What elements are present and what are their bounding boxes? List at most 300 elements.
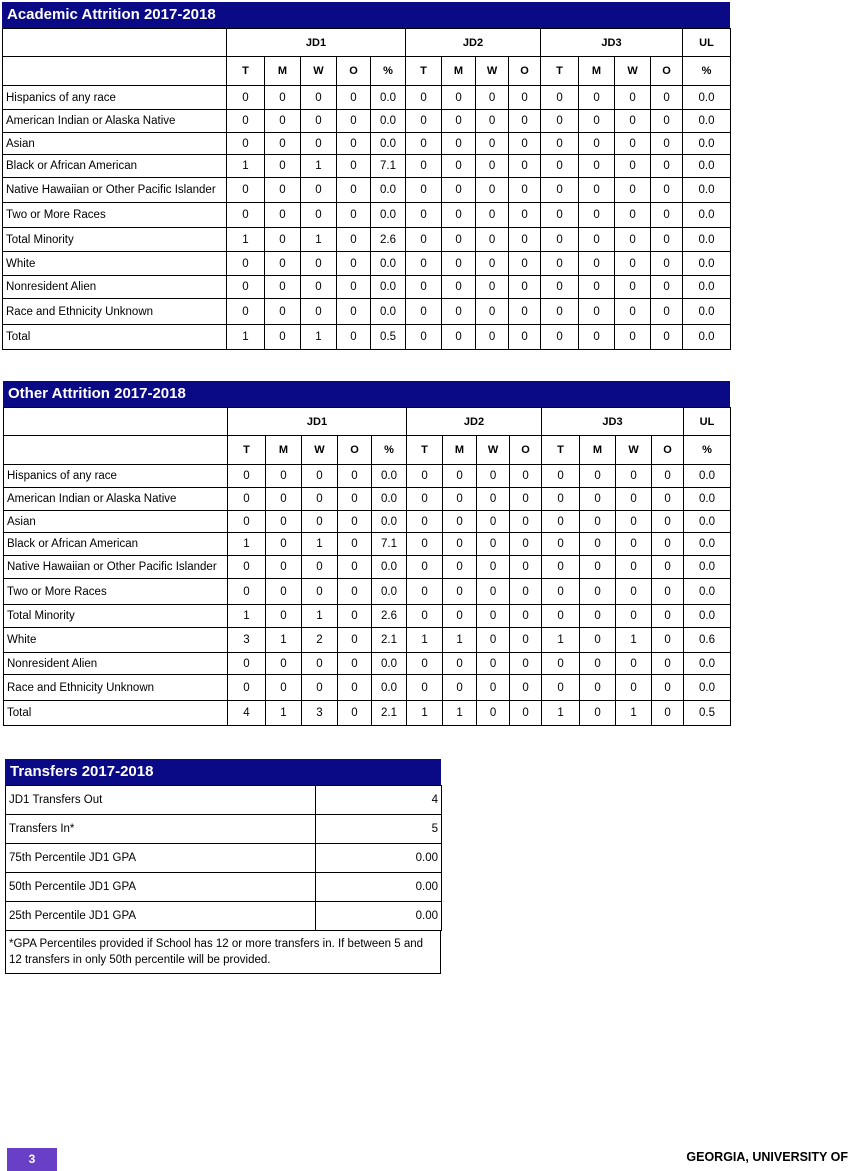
table-cell: 0	[265, 276, 301, 299]
table-cell: 0	[542, 465, 580, 488]
table-cell: 0	[407, 675, 443, 701]
row-label: Black or African American	[4, 533, 228, 556]
transfers-table	[5, 785, 442, 931]
table-cell: 0	[227, 86, 265, 110]
table-cell: 0	[476, 299, 509, 325]
table-cell: 0	[509, 86, 541, 110]
table-cell: 0	[616, 556, 652, 579]
table-cell: 1	[301, 228, 337, 252]
table-cell: 0	[510, 605, 542, 628]
table-cell: 0.0	[371, 299, 406, 325]
table-row	[4, 605, 731, 628]
table-cell: 0	[265, 133, 301, 155]
table-cell: 0	[509, 178, 541, 203]
column-header: %	[683, 57, 731, 86]
table-cell: 0	[580, 605, 616, 628]
table-row	[4, 556, 731, 579]
table-cell: 0	[476, 276, 509, 299]
table-cell: 0	[442, 228, 476, 252]
table-cell: 0	[476, 133, 509, 155]
table-row	[3, 133, 731, 155]
table-cell: 0	[442, 110, 476, 133]
column-header: M	[443, 436, 477, 465]
table-row	[6, 844, 442, 873]
table-cell: 0	[652, 579, 684, 605]
table-cell: 0.0	[683, 110, 731, 133]
table-cell: 0	[509, 110, 541, 133]
table-cell: 0	[265, 86, 301, 110]
row-label: Total	[3, 325, 227, 350]
table-cell: 0	[266, 675, 302, 701]
table-row	[4, 675, 731, 701]
table-cell: 0	[579, 299, 615, 325]
table-cell: 0	[652, 556, 684, 579]
table-cell: 0	[616, 488, 652, 511]
row-label: 75th Percentile JD1 GPA	[6, 844, 316, 873]
table-cell: 0	[509, 155, 541, 178]
table-row	[3, 299, 731, 325]
table-cell: 0	[266, 488, 302, 511]
table-cell: 0	[510, 701, 542, 726]
table-cell: 0	[338, 556, 372, 579]
table-cell: 1	[227, 325, 265, 350]
table-cell: 0	[265, 203, 301, 228]
column-header: W	[301, 57, 337, 86]
table-cell: 0	[442, 178, 476, 203]
table-cell: 0.0	[684, 533, 731, 556]
table-cell: 0	[580, 701, 616, 726]
table-cell: 0	[407, 605, 443, 628]
table-cell: 0	[337, 276, 371, 299]
table-cell: 2.1	[372, 701, 407, 726]
table-cell: 0	[265, 155, 301, 178]
table-cell: 0	[651, 252, 683, 276]
table-row	[6, 815, 442, 844]
school-name: GEORGIA, UNIVERSITY OF	[686, 1150, 848, 1164]
section-title: Other Attrition 2017-2018	[3, 381, 730, 407]
row-label: American Indian or Alaska Native	[4, 488, 228, 511]
table-cell: 2.1	[372, 628, 407, 653]
table-cell: 0	[227, 252, 265, 276]
table-cell: 0	[652, 701, 684, 726]
table-cell: 0	[406, 86, 442, 110]
table-cell: 0	[579, 86, 615, 110]
table-cell: 0	[443, 533, 477, 556]
column-header: M	[266, 436, 302, 465]
row-label: Native Hawaiian or Other Pacific Islander	[4, 556, 228, 579]
table-cell: 0	[476, 203, 509, 228]
group-header-row	[3, 29, 731, 57]
table-cell: 0	[509, 299, 541, 325]
table-cell: 0.0	[372, 579, 407, 605]
table-cell: 0	[406, 178, 442, 203]
group-header: UL	[683, 29, 731, 57]
table-cell: 0	[338, 628, 372, 653]
column-header: W	[302, 436, 338, 465]
table-cell: 0	[541, 155, 579, 178]
table-cell: 0	[651, 155, 683, 178]
row-label: Asian	[4, 511, 228, 533]
table-cell: 0.0	[684, 556, 731, 579]
table-cell: 0	[337, 203, 371, 228]
table-cell: 0	[509, 276, 541, 299]
table-cell: 1	[227, 228, 265, 252]
table-cell: 0	[542, 556, 580, 579]
table-cell: 0	[337, 325, 371, 350]
group-header: JD3	[541, 29, 683, 57]
table-row	[3, 252, 731, 276]
table-cell: 0	[579, 155, 615, 178]
table-cell: 0	[338, 488, 372, 511]
column-header: M	[580, 436, 616, 465]
row-label: 25th Percentile JD1 GPA	[6, 902, 316, 931]
table-row	[3, 228, 731, 252]
table-cell: 0	[266, 653, 302, 675]
table-cell: 0	[442, 325, 476, 350]
row-label: White	[4, 628, 228, 653]
table-cell: 0	[228, 653, 266, 675]
column-header: W	[476, 57, 509, 86]
table-cell: 0.6	[684, 628, 731, 653]
table-cell: 0	[651, 325, 683, 350]
table-cell: 0	[265, 252, 301, 276]
academic-attrition-section	[2, 2, 730, 350]
table-cell: 0	[265, 228, 301, 252]
attrition-table	[3, 407, 731, 726]
table-cell: 0	[407, 533, 443, 556]
table-cell: 0.0	[371, 133, 406, 155]
column-header: O	[338, 436, 372, 465]
table-cell: 1	[228, 533, 266, 556]
table-cell: 0	[510, 653, 542, 675]
table-row	[6, 902, 442, 931]
table-cell: 0	[442, 133, 476, 155]
table-cell: 0	[265, 178, 301, 203]
table-cell: 0	[580, 556, 616, 579]
group-header: JD1	[227, 29, 406, 57]
table-cell: 0	[580, 465, 616, 488]
table-cell: 0	[616, 605, 652, 628]
table-cell: 0	[542, 511, 580, 533]
table-cell: 0	[228, 511, 266, 533]
table-cell: 0	[443, 653, 477, 675]
table-row	[4, 465, 731, 488]
table-row	[4, 653, 731, 675]
column-header: M	[579, 57, 615, 86]
table-cell: 0.0	[684, 488, 731, 511]
table-cell: 0	[266, 511, 302, 533]
table-cell: 0	[227, 203, 265, 228]
table-cell: 0	[477, 465, 510, 488]
table-cell: 0	[443, 465, 477, 488]
table-cell: 0	[442, 203, 476, 228]
section-title: Transfers 2017-2018	[5, 759, 441, 785]
section-title: Academic Attrition 2017-2018	[2, 2, 730, 28]
column-header: T	[541, 57, 579, 86]
row-value: 4	[316, 786, 442, 815]
table-cell: 0	[651, 178, 683, 203]
table-cell: 0	[542, 533, 580, 556]
table-cell: 0	[443, 488, 477, 511]
table-cell: 1	[542, 701, 580, 726]
row-value: 0.00	[316, 873, 442, 902]
table-cell: 0	[337, 110, 371, 133]
table-cell: 0	[406, 155, 442, 178]
table-cell: 0	[510, 579, 542, 605]
table-cell: 0	[615, 203, 651, 228]
table-cell: 0	[651, 86, 683, 110]
column-header: %	[372, 436, 407, 465]
attrition-table	[2, 28, 731, 350]
table-cell: 0	[442, 252, 476, 276]
table-row	[6, 786, 442, 815]
table-row	[3, 155, 731, 178]
table-cell: 0	[302, 465, 338, 488]
table-cell: 0	[476, 155, 509, 178]
column-header: M	[442, 57, 476, 86]
row-label: Total	[4, 701, 228, 726]
table-cell: 0	[651, 276, 683, 299]
table-cell: 0	[477, 605, 510, 628]
table-cell: 0	[615, 86, 651, 110]
table-cell: 0	[510, 511, 542, 533]
table-cell: 0.0	[372, 465, 407, 488]
table-cell: 0	[652, 488, 684, 511]
table-cell: 0.0	[371, 110, 406, 133]
table-cell: 0.0	[372, 653, 407, 675]
table-cell: 1	[266, 628, 302, 653]
table-row	[3, 325, 731, 350]
table-cell: 0	[541, 86, 579, 110]
table-cell: 0	[652, 605, 684, 628]
table-cell: 0	[477, 628, 510, 653]
table-cell: 0	[301, 252, 337, 276]
column-header: O	[337, 57, 371, 86]
transfers-note: *GPA Percentiles provided if School has 12 or more transfers in. If between 5 and 12 transfers in only 50th percentile will be provided.	[5, 931, 441, 974]
table-cell: 0	[579, 133, 615, 155]
table-cell: 0	[301, 203, 337, 228]
row-label: Native Hawaiian or Other Pacific Islander	[3, 178, 227, 203]
table-cell: 0	[407, 465, 443, 488]
table-cell: 0	[265, 110, 301, 133]
table-cell: 0	[651, 299, 683, 325]
row-label: Total Minority	[4, 605, 228, 628]
table-cell: 0	[542, 579, 580, 605]
table-cell: 0	[509, 203, 541, 228]
table-cell: 0	[442, 299, 476, 325]
table-cell: 0	[477, 675, 510, 701]
table-cell: 1	[227, 155, 265, 178]
table-cell: 0	[443, 675, 477, 701]
table-cell: 0	[407, 653, 443, 675]
table-row	[3, 86, 731, 110]
table-cell: 0	[652, 533, 684, 556]
table-cell: 0	[265, 325, 301, 350]
table-cell: 1	[266, 701, 302, 726]
column-header: O	[510, 436, 542, 465]
table-cell: 0	[477, 653, 510, 675]
table-cell: 0	[407, 556, 443, 579]
table-cell: 0	[337, 133, 371, 155]
table-cell: 0	[542, 675, 580, 701]
table-cell: 0	[580, 511, 616, 533]
table-cell: 0	[579, 252, 615, 276]
table-cell: 0	[652, 465, 684, 488]
table-cell: 0	[301, 133, 337, 155]
table-cell: 0	[541, 178, 579, 203]
table-cell: 0	[227, 299, 265, 325]
table-cell: 0	[442, 276, 476, 299]
table-cell: 0	[652, 511, 684, 533]
table-row	[6, 873, 442, 902]
table-cell: 0.0	[683, 203, 731, 228]
table-cell: 0	[477, 488, 510, 511]
table-cell: 0.0	[684, 511, 731, 533]
column-header: O	[509, 57, 541, 86]
table-row	[4, 701, 731, 726]
table-cell: 0	[616, 653, 652, 675]
table-cell: 0	[228, 675, 266, 701]
table-cell: 0.0	[372, 511, 407, 533]
table-cell: 1	[616, 628, 652, 653]
column-header: %	[684, 436, 731, 465]
table-row	[3, 203, 731, 228]
row-label: Nonresident Alien	[3, 276, 227, 299]
table-cell: 0	[406, 325, 442, 350]
table-cell: 0	[541, 228, 579, 252]
table-cell: 1	[407, 701, 443, 726]
table-cell: 0	[579, 110, 615, 133]
table-cell: 0	[406, 299, 442, 325]
table-cell: 0	[337, 299, 371, 325]
table-cell: 0	[580, 628, 616, 653]
table-cell: 1	[302, 533, 338, 556]
table-cell: 0.0	[683, 86, 731, 110]
table-cell: 0.0	[683, 133, 731, 155]
table-cell: 0	[407, 579, 443, 605]
table-cell: 0	[266, 556, 302, 579]
table-cell: 0	[228, 488, 266, 511]
row-label: Asian	[3, 133, 227, 155]
column-header: O	[651, 57, 683, 86]
table-cell: 0	[509, 133, 541, 155]
table-cell: 0	[651, 228, 683, 252]
table-row	[4, 579, 731, 605]
table-cell: 0.0	[683, 325, 731, 350]
table-cell: 0	[510, 488, 542, 511]
table-cell: 7.1	[371, 155, 406, 178]
table-cell: 0	[338, 701, 372, 726]
sub-header-row	[4, 436, 731, 465]
table-cell: 0	[302, 653, 338, 675]
table-cell: 0	[338, 605, 372, 628]
table-cell: 0	[228, 556, 266, 579]
table-cell: 0	[615, 228, 651, 252]
table-cell: 0	[338, 579, 372, 605]
table-cell: 1	[443, 628, 477, 653]
group-header: JD2	[406, 29, 541, 57]
table-cell: 0	[652, 628, 684, 653]
table-cell: 1	[407, 628, 443, 653]
table-cell: 0	[266, 465, 302, 488]
column-header: T	[407, 436, 443, 465]
table-cell: 0	[615, 178, 651, 203]
table-cell: 0	[406, 276, 442, 299]
table-cell: 2	[302, 628, 338, 653]
table-cell: 0	[228, 579, 266, 605]
table-cell: 0	[302, 488, 338, 511]
table-cell: 0	[477, 511, 510, 533]
row-label: Hispanics of any race	[3, 86, 227, 110]
table-row	[4, 511, 731, 533]
group-header: JD2	[407, 408, 542, 436]
corner-cell	[3, 57, 227, 86]
column-header: T	[406, 57, 442, 86]
table-cell: 0	[616, 465, 652, 488]
table-cell: 0	[615, 252, 651, 276]
table-cell: 0	[652, 653, 684, 675]
table-cell: 0	[406, 203, 442, 228]
table-cell: 0	[615, 155, 651, 178]
table-cell: 3	[228, 628, 266, 653]
table-cell: 0.0	[683, 228, 731, 252]
table-cell: 0	[579, 276, 615, 299]
table-cell: 0	[266, 579, 302, 605]
table-cell: 0.0	[372, 556, 407, 579]
table-cell: 0.0	[372, 675, 407, 701]
table-cell: 0	[580, 653, 616, 675]
table-cell: 0	[476, 86, 509, 110]
row-label: Race and Ethnicity Unknown	[4, 675, 228, 701]
table-cell: 0.0	[684, 675, 731, 701]
table-cell: 0	[541, 299, 579, 325]
table-cell: 0	[542, 653, 580, 675]
table-cell: 0	[338, 675, 372, 701]
table-cell: 1	[616, 701, 652, 726]
column-header: %	[371, 57, 406, 86]
table-cell: 0	[616, 579, 652, 605]
table-cell: 0	[407, 511, 443, 533]
table-cell: 0	[541, 203, 579, 228]
table-cell: 0.5	[371, 325, 406, 350]
table-cell: 0	[265, 299, 301, 325]
table-cell: 0	[406, 228, 442, 252]
table-cell: 0.0	[371, 203, 406, 228]
table-cell: 2.6	[371, 228, 406, 252]
table-cell: 0	[338, 465, 372, 488]
row-value: 5	[316, 815, 442, 844]
table-row	[3, 110, 731, 133]
group-header: JD1	[228, 408, 407, 436]
table-cell: 0	[509, 228, 541, 252]
table-cell: 0	[541, 252, 579, 276]
table-cell: 0	[338, 511, 372, 533]
table-cell: 0	[337, 228, 371, 252]
table-cell: 2.6	[372, 605, 407, 628]
table-cell: 0	[510, 533, 542, 556]
column-header: W	[616, 436, 652, 465]
column-header: T	[227, 57, 265, 86]
row-label: Total Minority	[3, 228, 227, 252]
column-header: T	[228, 436, 266, 465]
group-header: UL	[684, 408, 731, 436]
table-cell: 0.0	[371, 178, 406, 203]
table-cell: 0	[337, 178, 371, 203]
row-label: Two or More Races	[3, 203, 227, 228]
table-cell: 0	[476, 252, 509, 276]
table-cell: 0	[615, 325, 651, 350]
row-label: White	[3, 252, 227, 276]
